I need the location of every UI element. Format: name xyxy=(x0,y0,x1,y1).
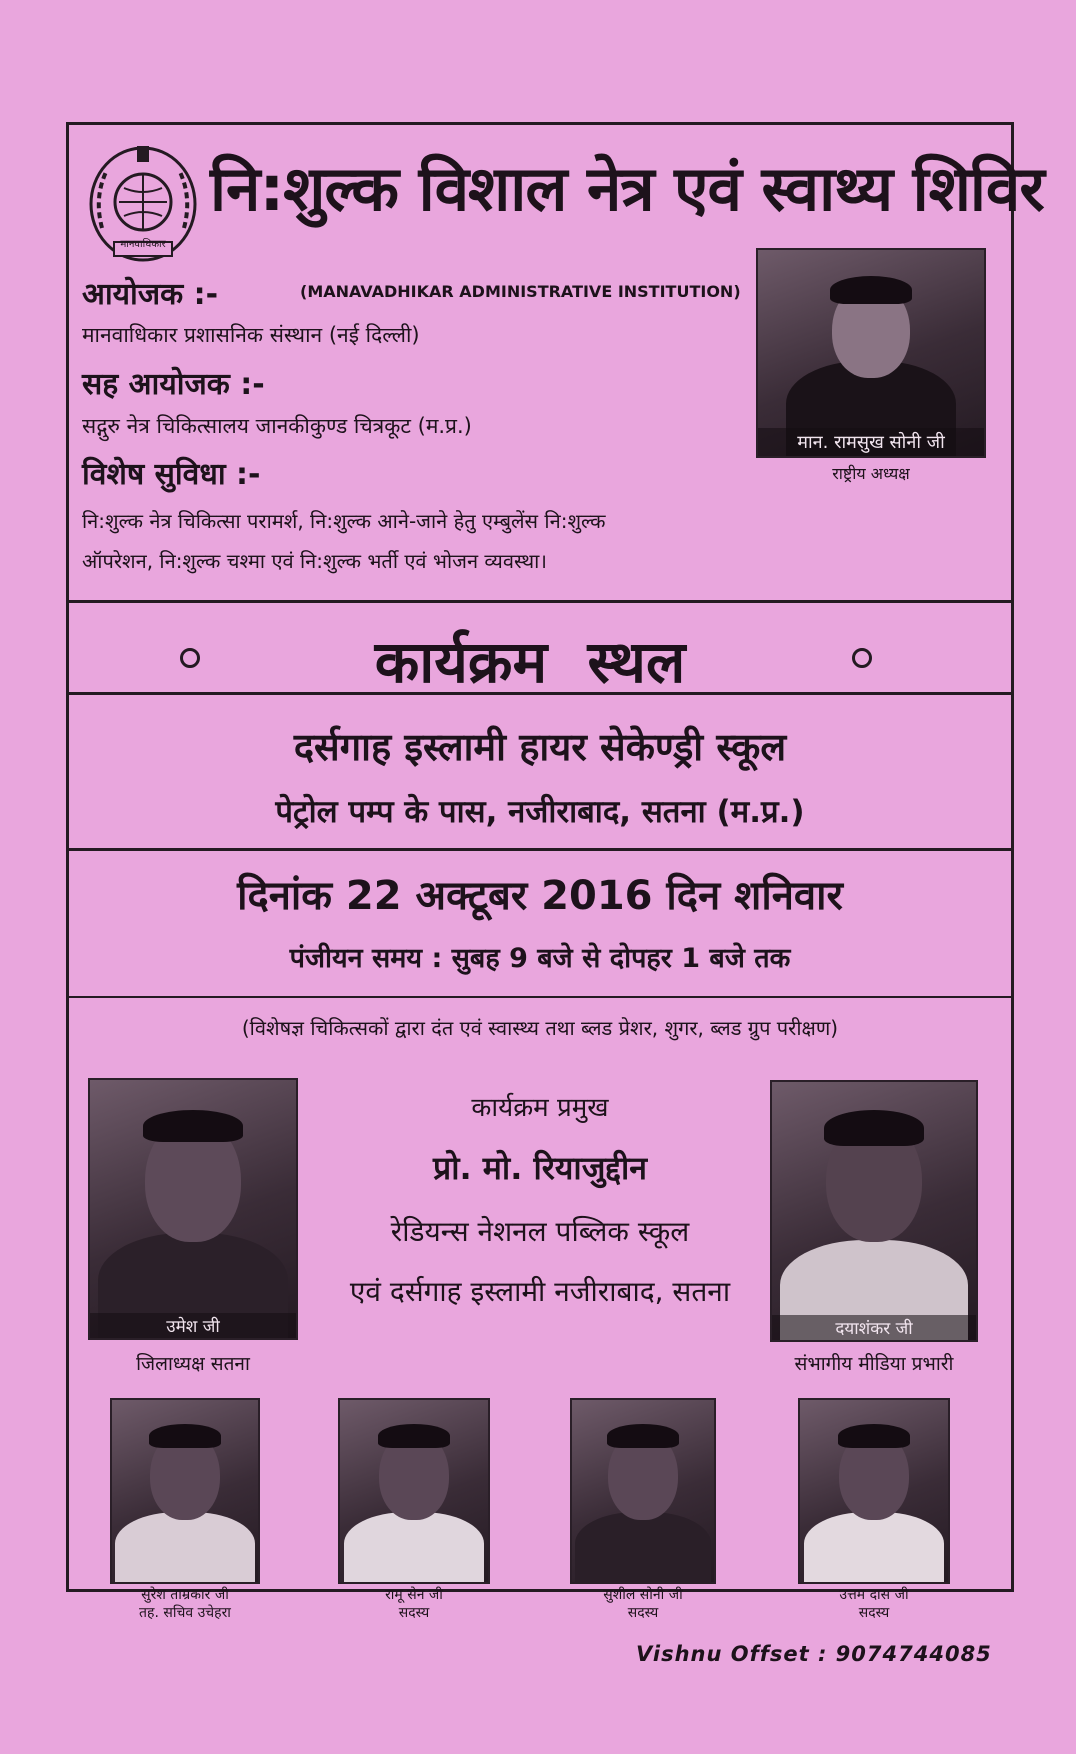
photo-figure xyxy=(575,1512,711,1582)
venue-heading: कार्यक्रम स्थल xyxy=(374,628,686,696)
bullet-left-icon xyxy=(180,648,200,668)
member-role: तह. सचिव उचेहरा xyxy=(139,1605,231,1621)
official-name: दयाशंकर जी xyxy=(772,1315,976,1340)
facilities-label: विशेष सुविधा :- xyxy=(82,457,261,492)
member-name: उत्तम दास जी xyxy=(839,1587,909,1603)
photo-figure xyxy=(838,1424,910,1448)
tests-note: (विशेषज्ञ चिकित्सकों द्वारा दंत एवं स्वास्थ्य तथा ब्लड प्रेशर, शुगर, ब्लड ग्रुप परीक्षण) xyxy=(241,1016,839,1040)
venue-address: पेट्रोल पम्प के पास, नजीराबाद, सतना (म.प्र.) xyxy=(275,794,805,830)
official-role: जिलाध्यक्ष सतना xyxy=(136,1353,250,1375)
organizer-name: मानवाधिकार प्रशासनिक संस्थान (नई दिल्ली) xyxy=(82,323,420,347)
program-head-name: प्रो. मो. रियाजुद्दीन xyxy=(432,1149,648,1187)
member-photo xyxy=(570,1398,716,1584)
logo-text: मानवाधिकार xyxy=(120,239,166,250)
official-role: संभागीय मीडिया प्रभारी xyxy=(794,1353,954,1375)
program-head-label: कार्यक्रम प्रमुख xyxy=(471,1093,609,1123)
member-name: सुशील सोनी जी xyxy=(603,1587,683,1603)
member-photo xyxy=(798,1398,950,1584)
photo-figure xyxy=(824,1110,924,1146)
member-role: सदस्य xyxy=(627,1605,659,1621)
photo-figure xyxy=(607,1424,679,1448)
photo-figure xyxy=(149,1424,221,1448)
event-date: दिनांक 22 अक्टूबर 2016 दिन शनिवार xyxy=(237,873,843,919)
member-photo xyxy=(338,1398,490,1584)
divider xyxy=(66,600,1014,603)
divider xyxy=(66,996,1014,998)
photo-figure xyxy=(143,1110,243,1142)
poster-title: नि:शुल्क विशाल नेत्र एवं स्वाथ्य शिविर xyxy=(210,152,1044,225)
bullet-right-icon xyxy=(852,648,872,668)
photo-figure xyxy=(344,1512,484,1582)
member-photo xyxy=(110,1398,260,1584)
organizer-label: आयोजक :- xyxy=(82,277,219,312)
divider xyxy=(66,692,1014,695)
president-role: राष्ट्रीय अध्यक्ष xyxy=(832,464,910,483)
co-organizer-label: सह आयोजक :- xyxy=(82,367,265,402)
photo-figure xyxy=(804,1512,944,1582)
photo-figure xyxy=(378,1424,450,1448)
member-name: रामू सेन जी xyxy=(385,1587,443,1603)
photo-figure xyxy=(115,1512,255,1582)
photo-figure xyxy=(830,276,912,304)
divider xyxy=(66,848,1014,851)
facilities-line-2: ऑपरेशन, नि:शुल्क चश्मा एवं नि:शुल्क भर्ती एवं भोजन व्यवस्था। xyxy=(82,549,547,573)
official-photo xyxy=(88,1078,298,1340)
president-name: मान. रामसुख सोनी जी xyxy=(758,428,984,456)
registration-time: पंजीयन समय : सुबह 9 बजे से दोपहर 1 बजे तक xyxy=(289,943,791,974)
program-head-org-2: एवं दर्सगाह इस्लामी नजीराबाद, सतना xyxy=(349,1275,731,1308)
member-name: सुरेश ताम्रकार जी xyxy=(141,1587,229,1603)
organizer-english-name: (MANAVADHIKAR ADMINISTRATIVE INSTITUTION) xyxy=(300,282,741,301)
member-role: सदस्य xyxy=(398,1605,430,1621)
president-photo xyxy=(756,248,986,458)
official-name: उमेश जी xyxy=(90,1313,296,1338)
program-head-org-1: रेडियन्स नेशनल पब्लिक स्कूल xyxy=(390,1215,690,1248)
member-role: सदस्य xyxy=(858,1605,890,1621)
official-photo xyxy=(770,1080,978,1342)
facilities-line-1: नि:शुल्क नेत्र चिकित्सा परामर्श, नि:शुल्क आने-जाने हेतु एम्बुलेंस नि:शुल्क xyxy=(82,509,606,533)
co-organizer-name: सद्गुरु नेत्र चिकित्सालय जानकीकुण्ड चित्रकूट (म.प्र.) xyxy=(82,414,472,438)
venue-school: दर्सगाह इस्लामी हायर सेकेण्ड्री स्कूल xyxy=(293,725,787,769)
printer-credit: Vishnu Offset : 9074744085 xyxy=(636,1642,992,1666)
